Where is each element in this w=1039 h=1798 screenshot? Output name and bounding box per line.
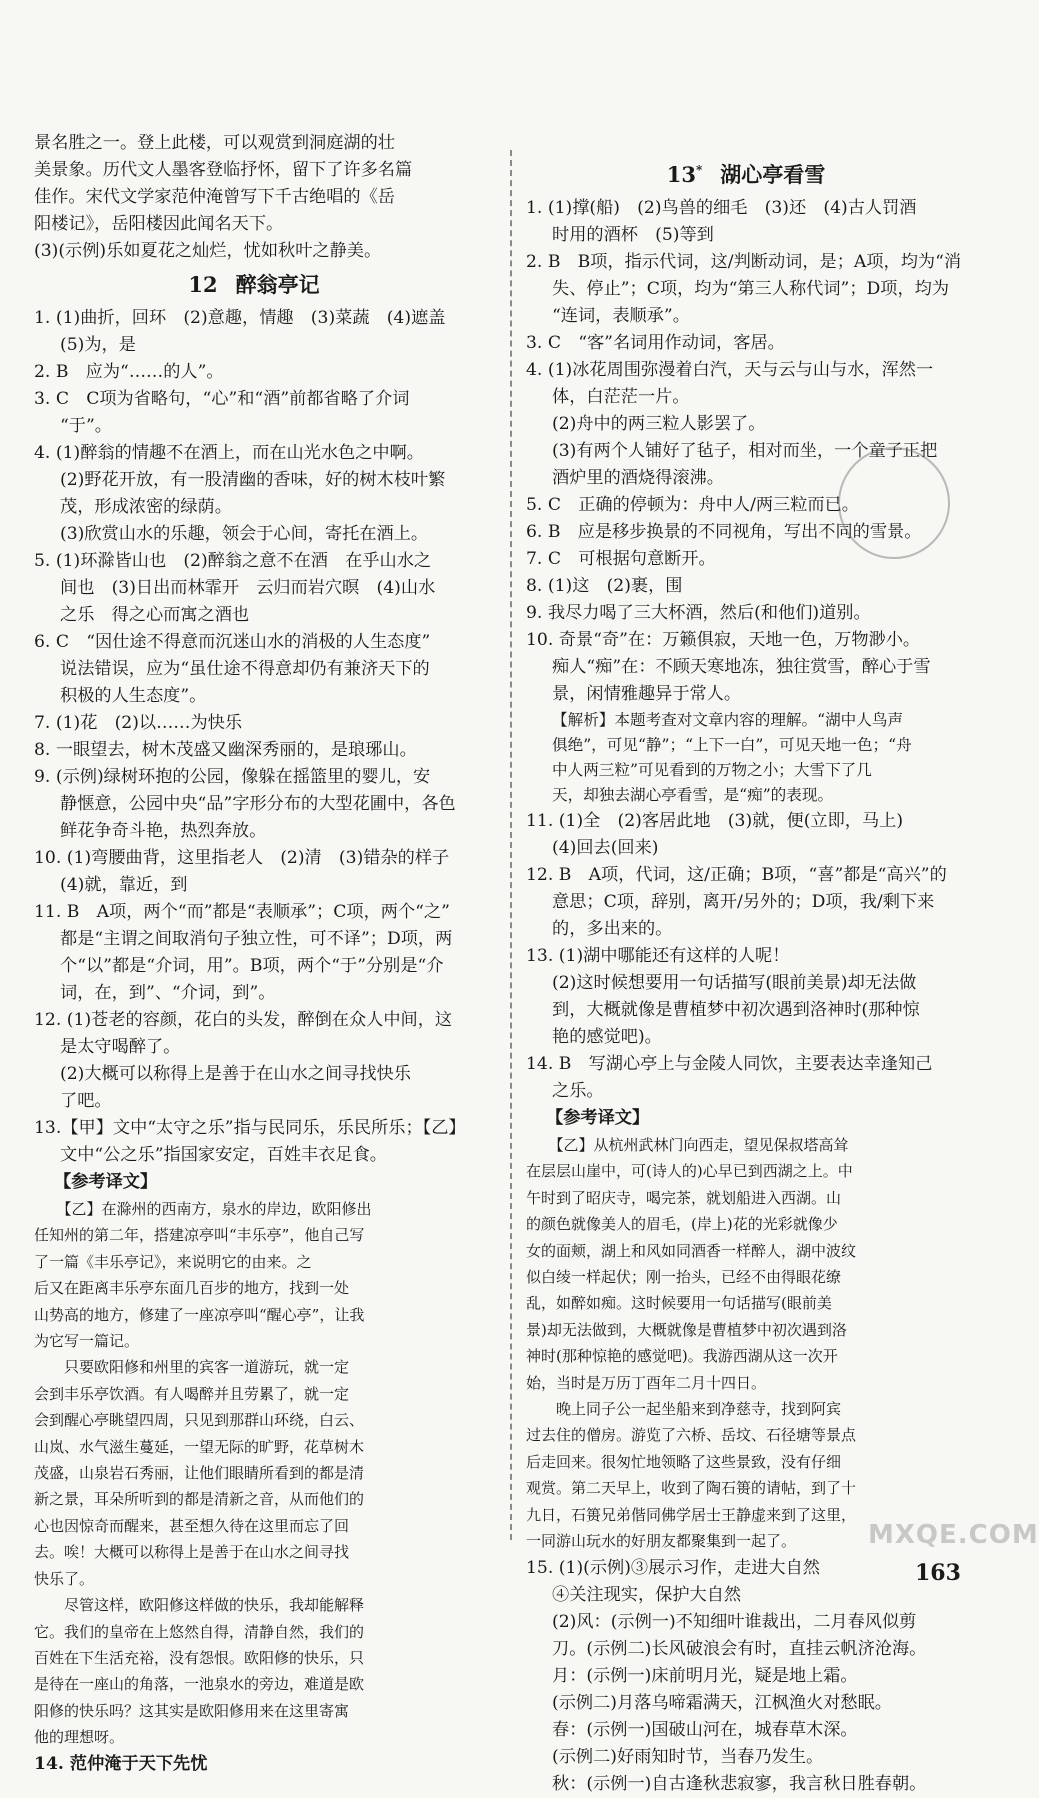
text-line: 去。唉！大概可以称得上是善于在山水之间寻找 [34, 1543, 350, 1562]
section-number: 12 [188, 272, 218, 297]
text-line: 6. C “因仕途不得意而沉迷山水的消极的人生态度” [34, 632, 431, 652]
text-line: (3)欣赏山水的乐趣，领会于心间，寄托在酒上。 [60, 524, 429, 544]
text-line: 7. (1)花 (2)以……为快乐 [34, 713, 243, 733]
text-line: 4. (1)冰花周围弥漫着白汽，天与云与山与水，浑然一 [526, 360, 934, 380]
text-line: 美景象。历代文人墨客登临抒怀，留下了许多名篇 [34, 160, 413, 180]
text-line: 之乐 得之心而寓之酒也 [60, 605, 250, 625]
text-line: 3. C “客”名词用作动词，客居。 [526, 333, 785, 353]
section-13-title [526, 150, 966, 195]
text-line: 会到丰乐亭饮酒。有人喝醉并且劳累了，就一定 [34, 1384, 350, 1403]
text-line: 刀。(示例二)长风破浪会有时，直挂云帆济沧海。 [552, 1638, 927, 1659]
text-line: 15. (1)(示例)③展示习作，走进大自然 [526, 1557, 820, 1578]
text-line: 一同游山玩水的好朋友都聚集到一起了。 [526, 1532, 797, 1551]
text-line: 佳作。宋代文学家范仲淹曾写下千古绝唱的《岳 [34, 187, 395, 207]
text-line: 中人两三粒”可见看到的万物之小；大雪下了几 [552, 761, 872, 779]
text-line: 在层层山崖中，可(诗人的)心早已到西湖之上。中 [526, 1162, 853, 1181]
text-line: 春：(示例一)国破山河在，城春草木深。 [552, 1719, 858, 1740]
text-line: 积极的人生态度”。 [60, 686, 207, 706]
reference-translation-label: 【参考译文】 [54, 1172, 158, 1192]
intro-block [34, 130, 474, 265]
text-line: 9. 我尽力喝了三大杯酒，然后(和他们)道别。 [526, 603, 871, 623]
text-line: 了一篇《丰乐亭记》，来说明它的由来。之 [34, 1252, 312, 1271]
text-line: 10. (1)弯腰曲背，这里指老人 (2)清 (3)错杂的样子 [34, 848, 450, 868]
text-line: 快乐了。 [34, 1569, 95, 1588]
text-line: 是待在一座山的角落，一池泉水的旁边，难道是欧 [34, 1675, 365, 1694]
text-line: (3)有两个人铺好了毡子，相对而坐，一个童子正把 [552, 441, 938, 461]
text-line: 景，闲情雅趣异于常人。 [552, 684, 742, 704]
text-line: 的颜色就像美人的眉毛，(岸上)花的光彩就像少 [526, 1215, 838, 1234]
text-line: 13. (1)湖中哪能还有这样的人呢！ [526, 946, 790, 966]
section-number: 13* [666, 162, 703, 187]
text-line: 鲜花争奇斗艳，热烈奔放。 [60, 821, 267, 841]
text-line: 它。我们的皇帝在上悠然自得，清静自然，我们的 [34, 1622, 365, 1641]
text-line: 3. C C项为省略句，“心”和“酒”前都省略了介词 [34, 389, 410, 409]
text-line: “连词，表顺承”。 [552, 306, 690, 326]
section-12-title [34, 265, 474, 305]
text-line: 5. (1)环滁皆山也 (2)醉翁之意不在酒 在乎山水之 [34, 551, 432, 571]
text-line: 是太守喝醉了。 [60, 1037, 181, 1057]
text-line: ④关注现实，保护大自然 [552, 1584, 742, 1605]
text-line: 景)却无法做到，大概就像是曹植梦中初次遇到洛 [526, 1320, 847, 1339]
text-line: 过去住的僧房。游览了六桥、岳坟、石径塘等景点 [526, 1426, 857, 1445]
watermark: MXQE.COM [868, 1520, 1039, 1550]
left-column [34, 130, 474, 1778]
text-line: 2. B B项，指示代词，这/判断动词，是；A项，均为“消 [526, 252, 962, 272]
text-line: 10. 奇景“奇”在：万籁俱寂，天地一色，万物渺小。 [526, 630, 921, 650]
text-line: 11. B A项，两个“而”都是“表顺承”；C项，两个“之” [34, 902, 450, 922]
text-line: 女的面颊，湖上和风如同酒香一样醉人，湖中波纹 [526, 1241, 857, 1260]
text-line: 神时(那种惊艳的感觉吧)。我游西湖从这一次开 [526, 1347, 838, 1366]
text-line: 只要欧阳修和州里的宾客一道游玩，就一定 [34, 1358, 350, 1377]
text-line: (2)大概可以称得上是善于在山水之间寻找快乐 [60, 1064, 411, 1084]
answer-14-line: 14. 范仲淹于天下先忧 [34, 1753, 208, 1774]
text-line: 会到醒心亭眺望四周，只见到那群山环绕，白云、 [34, 1411, 365, 1430]
text-line: 阳楼记》，岳阳楼因此闻名天下。 [34, 214, 284, 234]
text-line: 5. C 正确的停顿为：舟中人/两三粒而已。 [526, 495, 859, 515]
text-line: 山势高的地方，修建了一座凉亭叫“醒心亭”，让我 [34, 1305, 365, 1324]
text-line: 14. B 写湖心亭上与金陵人同饮，主要表达幸逢知己 [526, 1054, 933, 1074]
text-line: 为它写一篇记。 [34, 1332, 140, 1351]
text-line: (4)回去(回来) [552, 838, 659, 858]
text-line: (2)舟中的两三粒人影罢了。 [552, 414, 766, 434]
text-line: 后走回来。很匆忙地领略了这些景致，没有仔细 [526, 1452, 842, 1471]
text-line: 观赏。第二天早上，收到了陶石篑的请帖，到了十 [526, 1479, 857, 1498]
text-line: 新之景，耳朵所听到的都是清新之音，从而他们的 [34, 1490, 365, 1509]
text-line: 【乙】在滁州的西南方，泉水的岸边，欧阳修出 [34, 1200, 372, 1218]
column-divider [510, 150, 512, 1540]
text-line: 天，却独去湖心亭看雪，是“痴”的表现。 [552, 786, 834, 804]
text-line: 秋：(示例一)自古逢秋悲寂寥，我言秋日胜春朝。 [552, 1773, 927, 1794]
text-line: 9. (示例)绿树环抱的公园，像躲在摇篮里的婴儿，安 [34, 767, 431, 787]
text-line: 词，在，到”、“介词，到”。 [60, 983, 276, 1003]
text-line: 后又在距离丰乐亭东面几百步的地方，找到一处 [34, 1279, 350, 1298]
text-line: (示例二)月落乌啼霜满天，江枫渔火对愁眠。 [552, 1692, 892, 1713]
text-line: 间也 (3)日出而林霏开 云归而岩穴暝 (4)山水 [60, 578, 436, 598]
text-line: 阳修的快乐吗？这其实是欧阳修用来在这里寄寓 [34, 1701, 350, 1720]
text-line: 晚上同子公一起坐船来到净慈寺，找到阿宾 [526, 1400, 842, 1419]
text-line: 任知州的第二年，搭建凉亭叫“丰乐亭”，他自己写 [34, 1226, 365, 1245]
reference-translation-label: 【参考译文】 [546, 1108, 650, 1128]
text-line: 【解析】本题考查对文章内容的理解。“湖中人鸟声 [552, 711, 904, 729]
text-line: 12. B A项，代词，这/正确；B项，“喜”都是“高兴”的 [526, 865, 947, 885]
text-line: 11. (1)全 (2)客居此地 (3)就，便(立即，马上) [526, 811, 904, 831]
right-column [526, 150, 966, 1798]
text-line: 1. (1)撑(船) (2)鸟兽的细毛 (3)还 (4)古人罚酒 [526, 198, 917, 218]
translation-block [34, 1196, 474, 1751]
text-line: 2. B 应为“……的人”。 [34, 362, 224, 382]
text-line: “于”。 [60, 416, 112, 436]
text-line: 始，当时是万历丁酉年二月十四日。 [526, 1373, 767, 1392]
text-line: (2)野花开放，有一股清幽的香味，好的树木枝叶繁 [60, 470, 446, 490]
text-line: 俱绝”，可见“静”；“上下一白”，可见天地一色；“舟 [552, 736, 912, 754]
text-line: 8. (1)这 (2)裹，围 [526, 576, 683, 596]
translation-block [526, 1132, 966, 1555]
text-line: 到，大概就像是曹植梦中初次遇到洛神时(那种惊 [552, 1000, 920, 1020]
text-line: 心也因惊奇而醒来，甚至想久待在这里而忘了回 [34, 1516, 350, 1535]
text-line: 都是“主谓之间取消句子独立性，可不译”；D项，两 [60, 929, 453, 949]
text-line: 痴人“痴”在：不顾天寒地冻，独往赏雪，醉心于雪 [552, 657, 931, 677]
text-line: 7. C 可根据句意断开。 [526, 549, 716, 569]
text-line: 时用的酒杯 (5)等到 [552, 225, 714, 245]
text-line: 了吧。 [60, 1091, 112, 1111]
text-line: 月：(示例一)床前明月光，疑是地上霜。 [552, 1665, 858, 1686]
text-line: 艳的感觉吧)。 [552, 1027, 662, 1047]
text-line: 6. B 应是移步换景的不同视角，写出不同的雪景。 [526, 522, 922, 542]
text-line: 午时到了昭庆寺，喝完茶，就划船进入西湖。山 [526, 1188, 842, 1207]
section-title-text: 醉翁亭记 [235, 272, 320, 297]
text-line: 8. 一眼望去，树木茂盛又幽深秀丽的，是琅琊山。 [34, 740, 417, 760]
page-number: 163 [915, 1560, 961, 1586]
text-line: 体，白茫茫一片。 [552, 387, 690, 407]
text-line: 4. (1)醉翁的情趣不在酒上，而在山光水色之中啊。 [34, 443, 424, 463]
text-line: 静惬意，公园中央“品”字形分布的大型花圃中，各色 [60, 794, 456, 814]
text-line: 文中“公之乐”指国家安定，百姓丰衣足食。 [60, 1145, 387, 1165]
answers-block-b [526, 808, 966, 1105]
text-line: 茂盛，山泉岩石秀丽，让他们眼睛所看到的都是清 [34, 1464, 365, 1483]
text-line: 意思；C项，辞别，离开/另外的；D项，我/剩下来 [552, 892, 935, 912]
text-line: 的，多出来的。 [552, 919, 673, 939]
text-line: 之乐。 [552, 1081, 604, 1101]
text-line: 个“以”都是“介词，用”。B项，两个“于”分别是“介 [60, 956, 444, 976]
text-line: 似白绫一样起伏；刚一抬头，已经不由得眼花缭 [526, 1268, 842, 1287]
text-line: 酒炉里的酒烧得滚沸。 [552, 468, 724, 488]
text-line: (5)为，是 [60, 335, 136, 355]
text-line: 山岚、水气滋生蔓延，一望无际的旷野，花草树木 [34, 1437, 365, 1456]
text-line: 12. (1)苍老的容颜，花白的头发，醉倒在众人中间，这 [34, 1010, 453, 1030]
text-line: 失、停止”；C项，均为“第三人称代词”；D项，均为 [552, 279, 950, 299]
text-line: 景名胜之一。登上此楼，可以观赏到洞庭湖的壮 [34, 133, 395, 153]
answers-block-c [526, 1555, 966, 1798]
text-line: (3)(示例)乐如夏花之灿烂，忧如秋叶之静美。 [34, 241, 382, 261]
text-line: 13.【甲】文中“太守之乐”指与民同乐，乐民所乐；【乙】 [34, 1118, 466, 1138]
text-line: 尽管这样，欧阳修这样做的快乐，我却能解释 [34, 1596, 365, 1615]
section-title-text: 湖心亭看雪 [720, 162, 826, 187]
text-line: (4)就，靠近，到 [60, 875, 188, 895]
stamp-seal [838, 447, 950, 559]
text-line: 1. (1)曲折，回环 (2)意趣，情趣 (3)菜蔬 (4)遮盖 [34, 308, 446, 328]
text-line: 茂，形成浓密的绿荫。 [60, 497, 232, 517]
text-line: 说法错误，应为“虽仕途不得意却仍有兼济天下的 [60, 659, 430, 679]
text-line: 【乙】从杭州武林门向西走，望见保叔塔高耸 [526, 1136, 849, 1154]
text-line: 九日，石篑兄弟偕同佛学居士王静虚来到了这里， [526, 1505, 857, 1524]
analysis-block [526, 708, 966, 808]
text-line: (示例二)好雨知时节，当春乃发生。 [552, 1746, 824, 1767]
text-line: (2)这时候想要用一句话描写(眼前美景)却无法做 [552, 973, 917, 993]
answers-block [34, 305, 474, 1169]
text-line: (2)风：(示例一)不知细叶谁裁出，二月春风似剪 [552, 1611, 917, 1632]
text-line: 百姓在下生活充裕，没有怨恨。欧阳修的快乐，只 [34, 1648, 365, 1667]
text-line: 他的理想呀。 [34, 1728, 125, 1747]
text-line: 乱，如醉如痴。这时候要用一句话描写(眼前美 [526, 1294, 832, 1313]
